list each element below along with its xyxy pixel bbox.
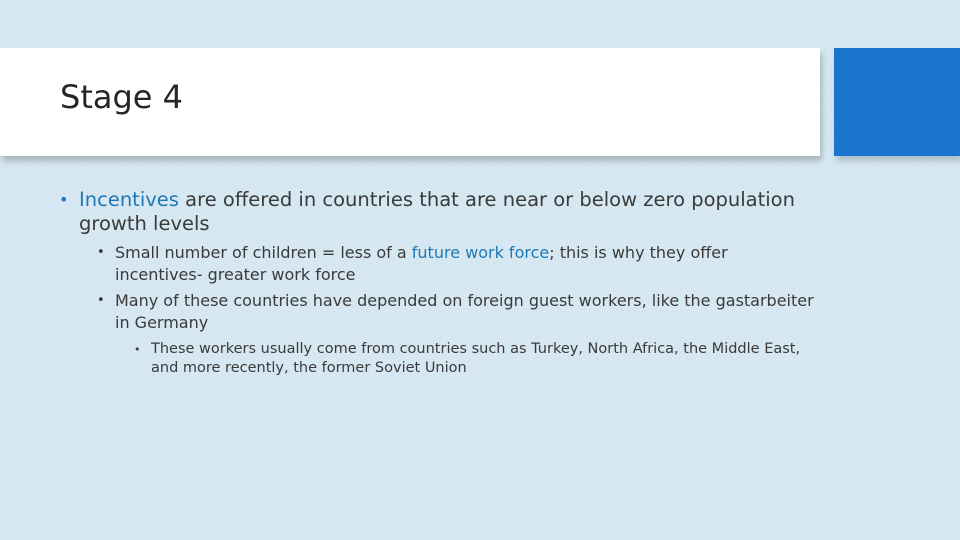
bullet-marker: • bbox=[59, 190, 69, 209]
accent-block bbox=[834, 48, 960, 156]
highlight-incentives: Incentives bbox=[79, 188, 179, 211]
bullet-text-pre: Small number of children = less of a bbox=[115, 243, 412, 262]
bullet-incentives bbox=[57, 188, 817, 236]
bullet-marker: • bbox=[97, 293, 105, 308]
slide-content bbox=[57, 188, 817, 378]
bullet-text-post: ; this is why they offer incentives- greater work force bbox=[115, 243, 728, 284]
bullet-marker: • bbox=[97, 245, 105, 260]
bullet-text: These workers usually come from countries such as Turkey, North Africa, the Middle East, and more recently, the former Soviet Union bbox=[151, 341, 801, 376]
sub-sub-bullet-origins bbox=[57, 340, 817, 378]
bullet-text: Many of these countries have depended on foreign guest workers, like the gastarbeiter in Germany bbox=[115, 291, 814, 332]
bullet-text: are offered in countries that are near or below zero population growth levels bbox=[79, 188, 795, 235]
bullet-marker: • bbox=[134, 343, 141, 356]
sub-bullet-guest-workers bbox=[57, 290, 817, 334]
slide-title: Stage 4 bbox=[60, 78, 183, 116]
sub-bullet-children bbox=[57, 242, 817, 286]
highlight-future-work-force: future work force bbox=[411, 243, 550, 262]
